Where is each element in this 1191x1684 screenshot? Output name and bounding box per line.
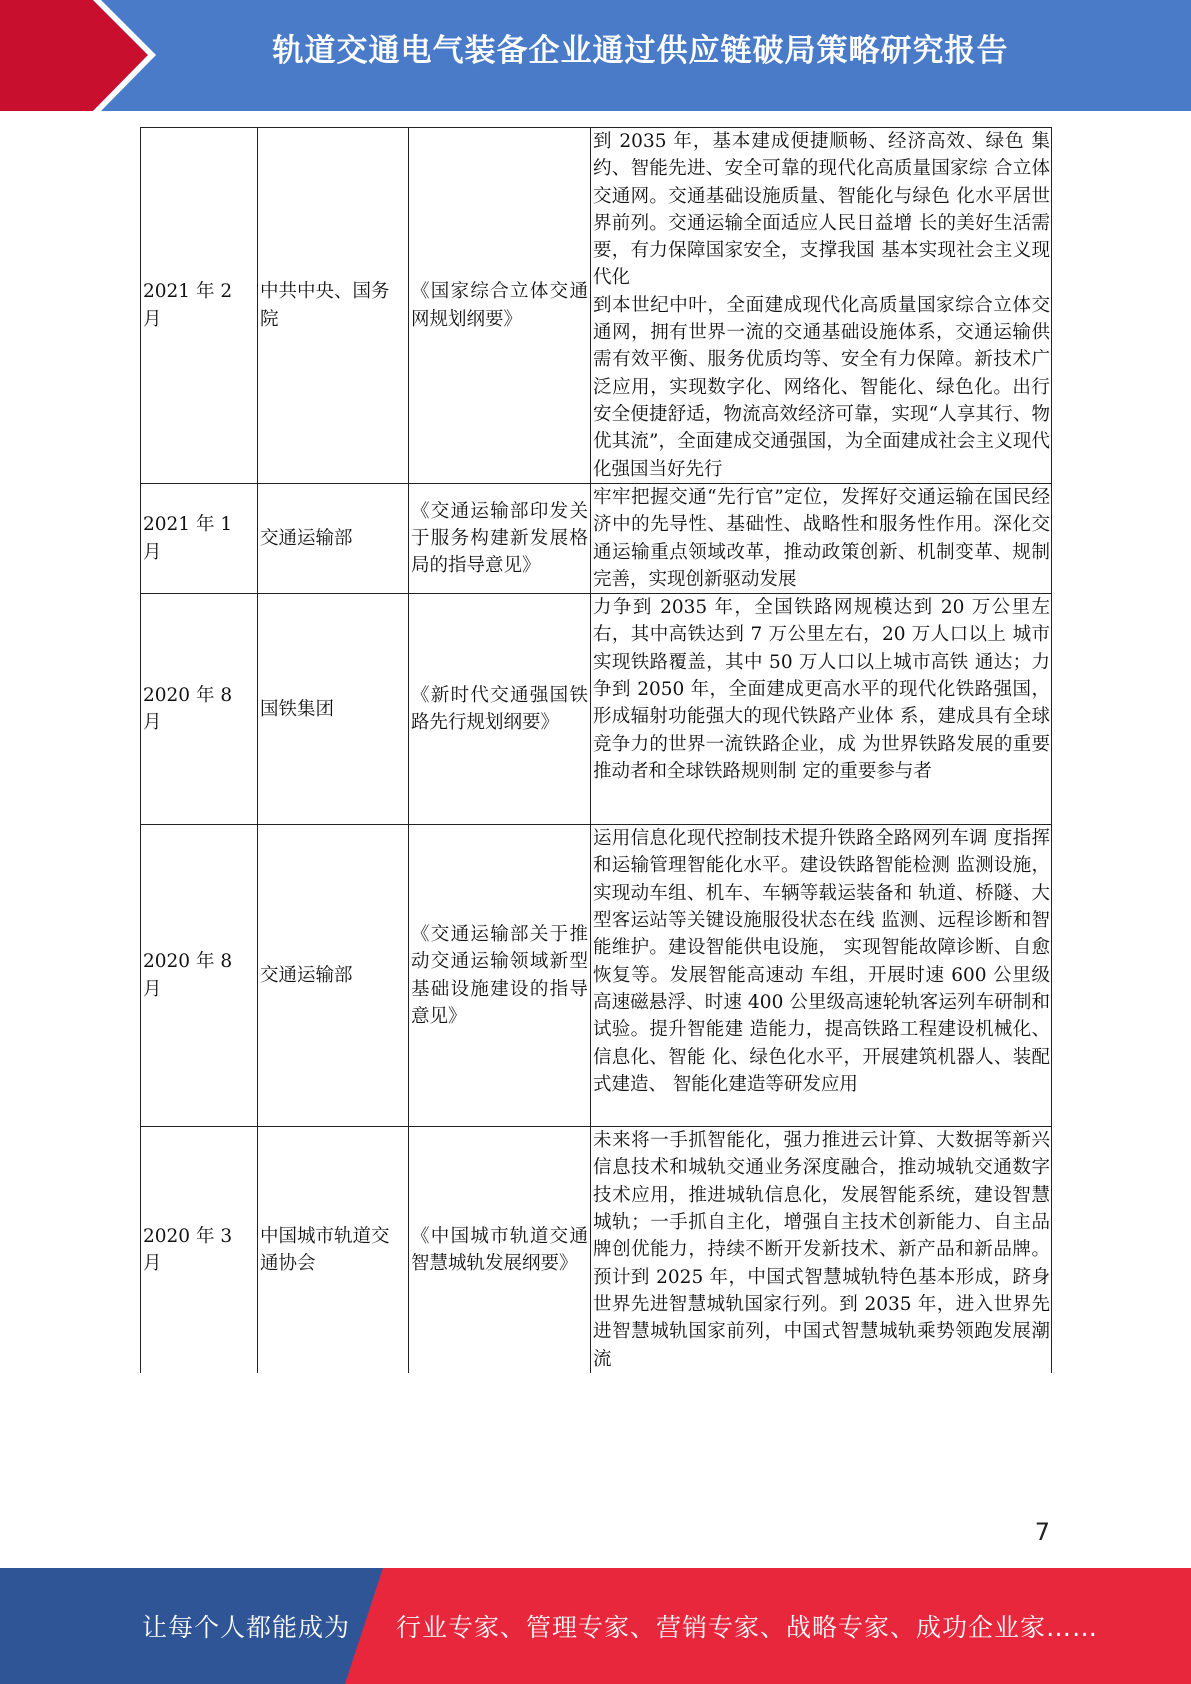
goal-cell	[591, 484, 1052, 594]
issuer-cell: 中国城市轨道交通协会	[258, 1127, 409, 1373]
date-cell: 2020 年 8 月	[141, 594, 258, 825]
date-cell: 2021 年 2 月	[141, 128, 258, 484]
goal-paragraph: 未来将一手抓智能化，强力推进云计算、大数据等新兴信息技术和城轨交通业务深度融合，推动城轨交通数字技术应用，推进城轨信息化，发展智能系统，建设智慧城轨；一手抓自主化，增强自主技术创新能力、自主品牌创优能力，持续不断开发新技术、新产品和新品牌。预计到 2025 年，中国式智慧城轨特色基本形成，跻身世界先进智慧城轨国家行列。到 2035 年，进入世界先进智慧城轨国家前列，中国式智慧城轨乘势领跑发展潮流	[593, 1130, 1050, 1370]
document-cell: 《新时代交通强国铁路先行规划纲要》	[409, 594, 591, 825]
date-cell: 2021 年 1 月	[141, 484, 258, 594]
issuer-cell: 国铁集团	[258, 594, 409, 825]
footer-slogan-right: 行业专家、管理专家、营销专家、战略专家、成功企业家……	[396, 1613, 1099, 1642]
goal-paragraph: 到 2035 年，基本建成便捷顺畅、经济高效、绿色 集约、智能先进、安全可靠的现代化高质量国家综 合立体交通网。交通基础设施质量、智能化与绿色 化水平居世界前列。交通运输全面适应人民日益增 长的美好生活需要，有力保障国家安全，支撑我国 基本实现社会主义现代化	[593, 131, 1050, 289]
goal-paragraph: 力争到 2035 年，全国铁路网规模达到 20 万公里左右，其中高铁达到 7 万公里左右，20 万人口以上 城市实现铁路覆盖，其中 50 万人口以上城市高铁 通达；力争到 2050 年，全面建成更高水平的现代化铁路强国，形成辐射功能强大的现代铁路产业体 系，建成具有全球竞争力的世界一流铁路企业，成 为世界铁路发展的重要推动者和全球铁路规则制 定的重要参与者	[593, 597, 1050, 782]
date-cell: 2020 年 3 月	[141, 1127, 258, 1373]
issuer-cell: 中共中央、国务院	[258, 128, 409, 484]
table-row	[141, 484, 1052, 594]
table-row	[141, 1127, 1052, 1373]
header-title: 轨道交通电气装备企业通过供应链破局策略研究报告	[272, 33, 1009, 69]
document-cell: 《交通运输部关于推动交通运输领域新型基础设施建设的指导意见》	[409, 825, 591, 1127]
goal-paragraph: 牢牢把握交通“先行官”定位，发挥好交通运输在国民经济中的先导性、基础性、战略性和服务性作用。深化交通运输重点领域改革，推动政策创新、机制变革、规制完善，实现创新驱动发展	[593, 487, 1050, 590]
issuer-cell: 交通运输部	[258, 825, 409, 1127]
document-cell: 《中国城市轨道交通智慧城轨发展纲要》	[409, 1127, 591, 1373]
goal-cell	[591, 594, 1052, 825]
document-cell: 《国家综合立体交通网规划纲要》	[409, 128, 591, 484]
goal-cell	[591, 825, 1052, 1127]
page-footer	[0, 1568, 1191, 1684]
goal-cell	[591, 1127, 1052, 1373]
table-row	[141, 825, 1052, 1127]
document-cell: 《交通运输部印发关于服务构建新发展格局的指导意见》	[409, 484, 591, 594]
table-row	[141, 128, 1052, 484]
goal-paragraph: 运用信息化现代控制技术提升铁路全路网列车调 度指挥和运输管理智能化水平。建设铁路智能检测 监测设施，实现动车组、机车、车辆等载运装备和 轨道、桥隧、大型客运站等关键设施服役状态在线 监测、远程诊断和智能维护。建设智能供电设施， 实现智能故障诊断、自愈恢复等。发展智能高速动 车组，开展时速 600 公里级高速磁悬浮、时速 400 公里级高速轮轨客运列车研制和试验。提升智能建 造能力，提高铁路工程建设机械化、信息化、智能 化、绿色化水平，开展建筑机器人、装配式建造、 智能化建造等研发应用	[593, 828, 1050, 1095]
page-number: 7	[1034, 1518, 1050, 1546]
page-header	[0, 0, 1191, 111]
issuer-cell: 交通运输部	[258, 484, 409, 594]
goal-cell	[591, 128, 1052, 484]
goal-paragraph: 到本世纪中叶，全面建成现代化高质量国家综合立体交通网，拥有世界一流的交通基础设施体系，交通运输供需有效平衡、服务优质均等、安全有力保障。新技术广泛应用，实现数字化、网络化、智能化、绿色化。出行安全便捷舒适，物流高效经济可靠，实现“人享其行、物优其流”，全面建成交通强国，为全面建成社会主义现代化强国当好先行	[593, 294, 1050, 480]
policy-table	[140, 127, 1052, 1373]
footer-slogan-left: 让每个人都能成为	[142, 1613, 351, 1642]
table-row	[141, 594, 1052, 825]
date-cell: 2020 年 8 月	[141, 825, 258, 1127]
